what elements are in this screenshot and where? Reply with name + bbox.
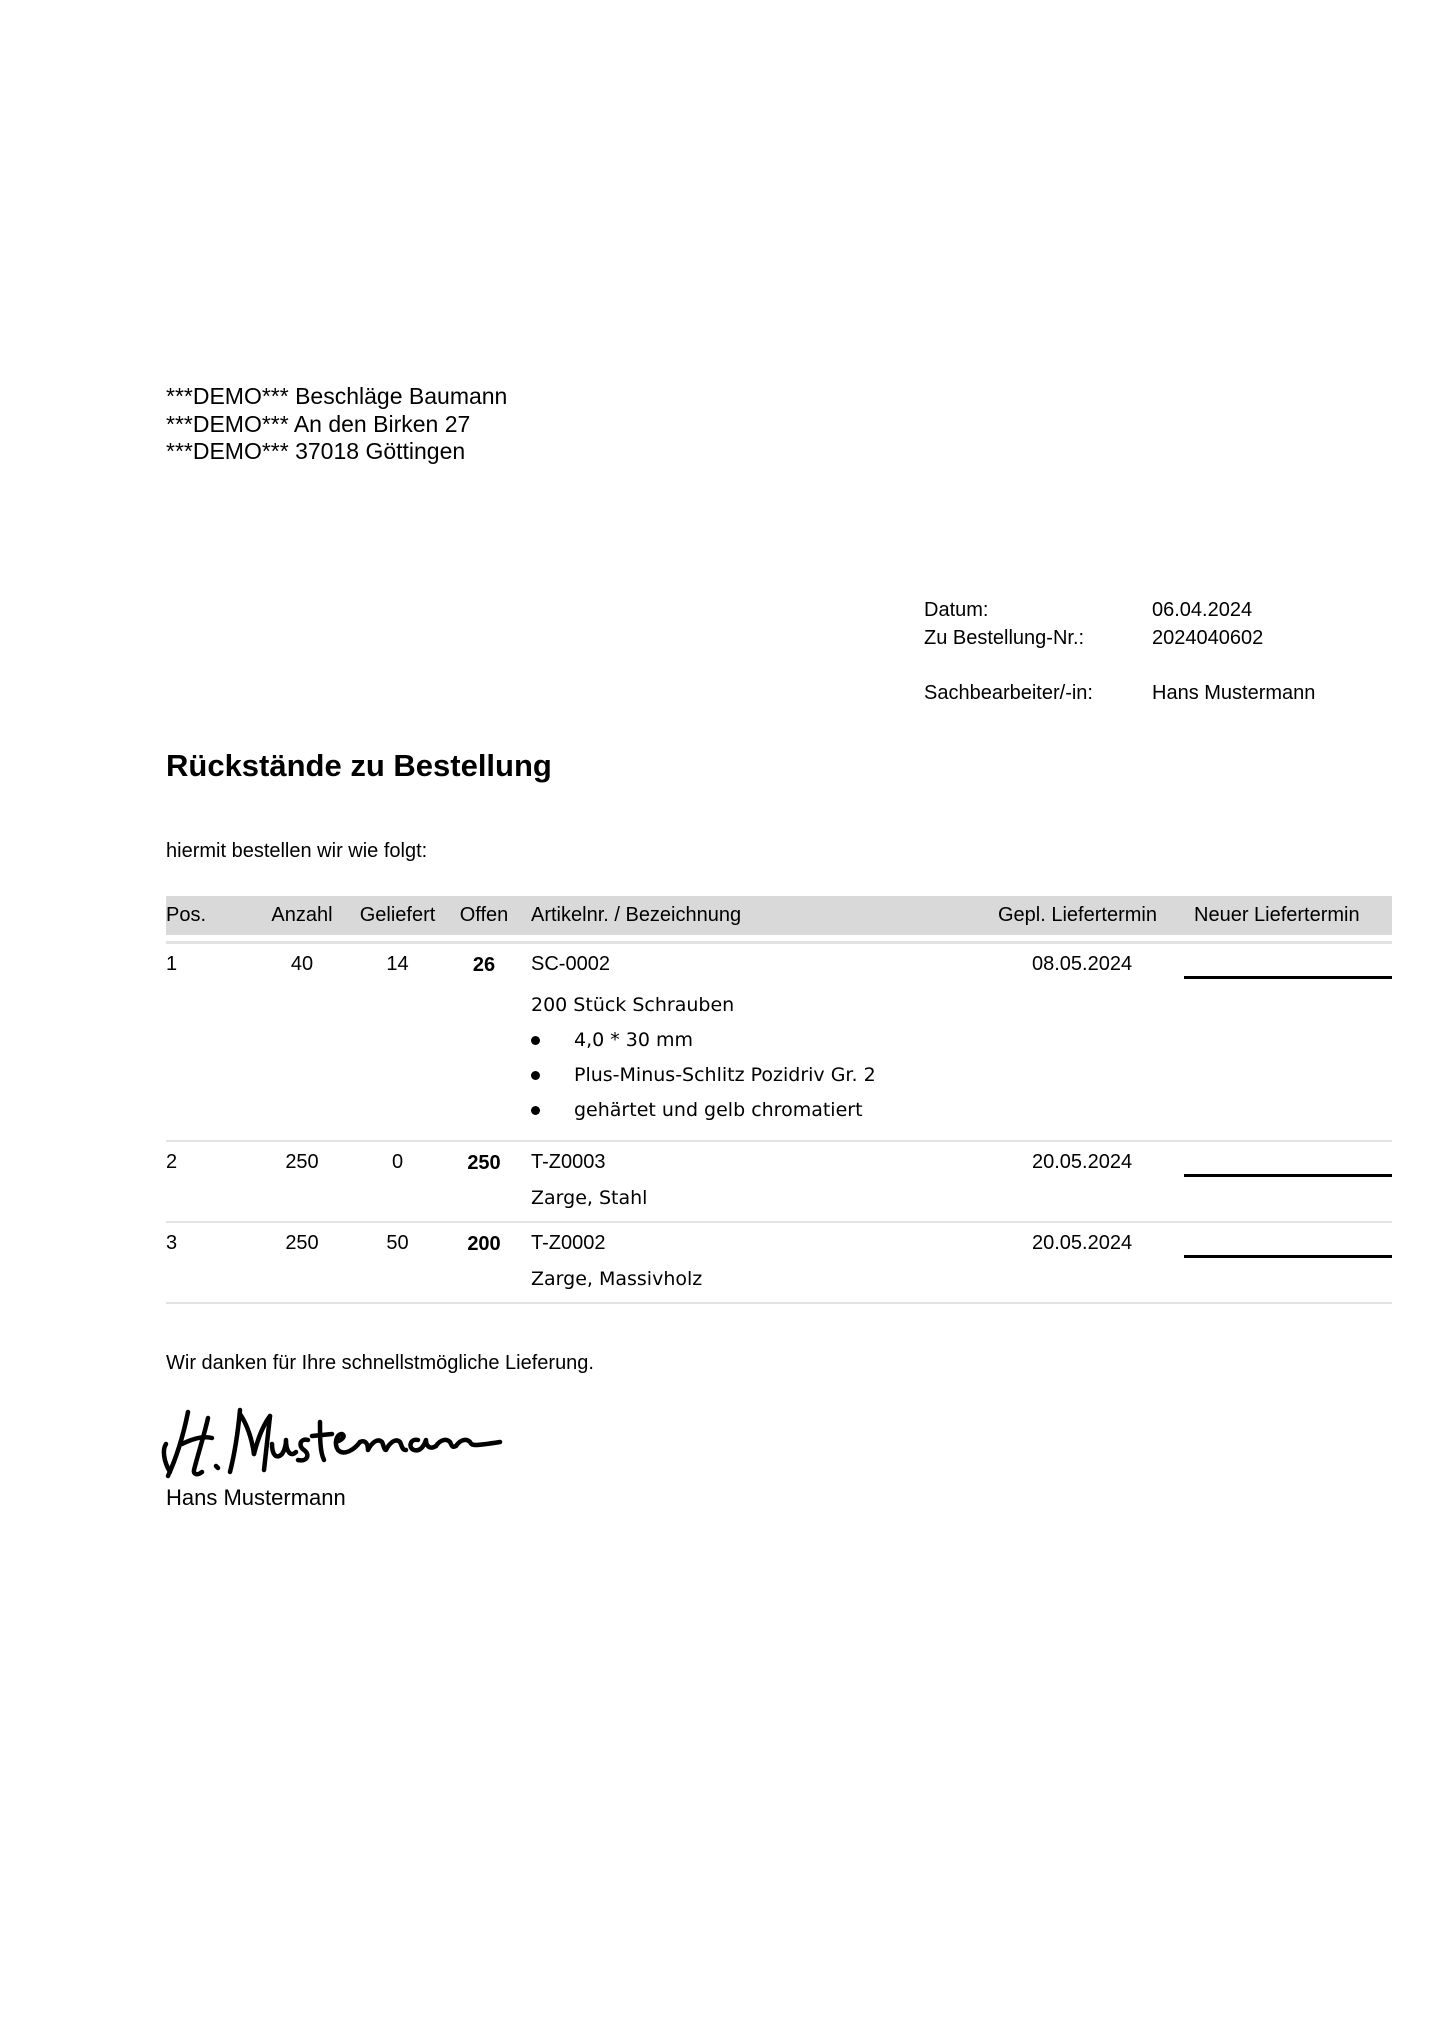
date-value: 06.04.2024 (1152, 599, 1253, 621)
row-pos: 3 (166, 1232, 178, 1254)
recipient-address (166, 383, 507, 466)
clerk-row (924, 680, 1315, 708)
row-bezeichnung: Zarge, Stahl (531, 1187, 648, 1209)
clerk-label: Sachbearbeiter/-in: (924, 681, 1093, 704)
row-geliefert: 50 (386, 1232, 409, 1254)
header-pos: Pos. (166, 904, 207, 926)
recipient-line-3: ***DEMO*** 37018 Göttingen (166, 438, 466, 464)
backorder-table (166, 896, 1392, 1304)
row-artikelnr: T-Z0002 (531, 1232, 606, 1254)
bullet-icon (531, 1071, 540, 1080)
intro-text: hiermit bestellen wir wie folgt: (166, 840, 428, 862)
table-row (166, 941, 1392, 1142)
clerk-value: Hans Mustermann (1152, 681, 1316, 704)
header-neuer-liefertermin: Neuer Liefertermin (1194, 904, 1360, 926)
bullet-text: gehärtet und gelb chromatiert (574, 1099, 863, 1121)
date-label: Datum: (924, 599, 989, 621)
row-geplanter-liefertermin: 20.05.2024 (1032, 1232, 1133, 1254)
bullet-icon (531, 1036, 540, 1045)
closing-text: Wir danken für Ihre schnellstmögliche Lieferung. (166, 1352, 594, 1374)
order-number-label: Zu Bestellung-Nr.: (924, 626, 1085, 649)
row-bezeichnung: Zarge, Massivholz (531, 1268, 703, 1290)
document-info (924, 597, 1315, 707)
header-anzahl: Anzahl (271, 904, 333, 926)
header-geplanter-liefertermin: Gepl. Liefertermin (998, 904, 1157, 926)
order-row (924, 625, 1315, 653)
row-geplanter-liefertermin: 20.05.2024 (1032, 1151, 1133, 1173)
table-row (166, 1223, 1392, 1304)
signer-name: Hans Mustermann (166, 1485, 346, 1510)
new-date-entry-line (1184, 1174, 1392, 1177)
recipient-line-2: ***DEMO*** An den Birken 27 (166, 410, 471, 437)
row-geplanter-liefertermin: 08.05.2024 (1032, 953, 1133, 975)
new-date-entry-line (1184, 1255, 1392, 1258)
row-offen: 250 (467, 1152, 501, 1174)
row-offen: 200 (467, 1233, 501, 1255)
row-geliefert: 14 (386, 953, 409, 975)
document-title: Rückstände zu Bestellung (166, 748, 552, 783)
row-anzahl: 250 (285, 1151, 319, 1173)
row-anzahl: 40 (290, 953, 314, 975)
order-number-value: 2024040602 (1152, 626, 1264, 649)
row-pos: 2 (166, 1151, 178, 1173)
row-artikelnr: SC-0002 (531, 953, 610, 975)
bullet-text: Plus-Minus-Schlitz Pozidriv Gr. 2 (574, 1064, 876, 1086)
date-row (924, 597, 1315, 625)
recipient-line-1: ***DEMO*** Beschläge Baumann (166, 383, 508, 409)
new-date-entry-line (1184, 976, 1392, 979)
handwritten-signature (160, 1392, 510, 1492)
header-geliefert: Geliefert (359, 904, 436, 926)
table-header (166, 896, 1392, 935)
row-geliefert: 0 (391, 1151, 404, 1173)
row-pos: 1 (166, 953, 178, 975)
row-offen: 26 (472, 954, 496, 976)
row-artikelnr: T-Z0003 (531, 1151, 606, 1173)
header-artikel: Artikelnr. / Bezeichnung (531, 904, 742, 926)
bullet-icon (531, 1106, 540, 1115)
table-row (166, 1142, 1392, 1223)
row-anzahl: 250 (285, 1232, 319, 1254)
bullet-text: 4,0 * 30 mm (574, 1029, 694, 1051)
header-offen: Offen (459, 904, 509, 926)
row-bezeichnung: 200 Stück Schrauben (531, 994, 735, 1016)
